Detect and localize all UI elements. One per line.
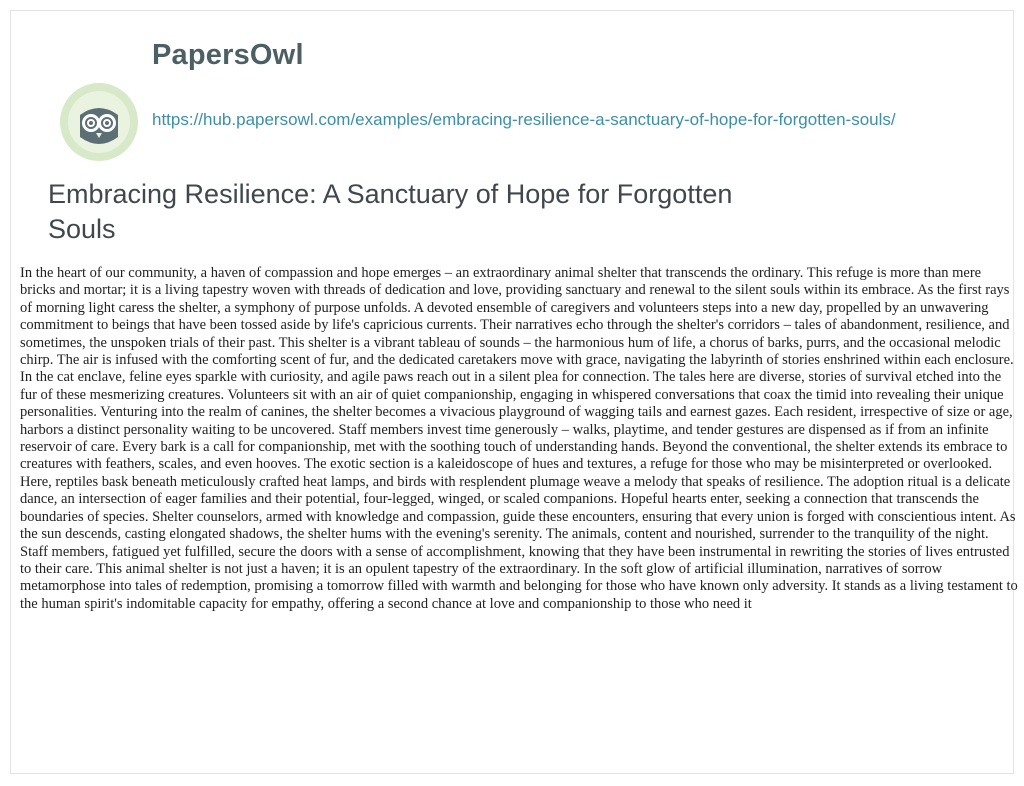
owl-logo-icon: [58, 81, 140, 163]
header: [11, 11, 1013, 171]
source-url-link[interactable]: https://hub.papersowl.com/examples/embracing-resilience-a-sanctuary-of-hope-for-forgotten-souls/: [152, 110, 896, 129]
article-title: Embracing Resilience: A Sanctuary of Hope for Forgotten Souls: [48, 179, 733, 244]
brand-name: PapersOwl: [152, 39, 304, 71]
article-body: In the heart of our community, a haven of compassion and hope emerges – an extraordinary animal shelter that transcends the ordinary. This refuge is more than mere bricks and mortar; it is a living tapestry woven with threads of dedication and love, providing sanctuary and renewal to the silent souls within its embrace. As the first rays of morning light caress the shelter, a symphony of purpose unfolds. A devoted ensemble of caregivers and volunteers steps into a new day, propelled by an unwavering commitment to beings that have been tossed aside by life's capricious currents. Their narratives echo through the shelter's corridors – tales of abandonment, resilience, and sometimes, the unspoken trials of their past. This shelter is a vibrant tableau of sounds – the harmonious hum of life, a chorus of barks, purrs, and the occasional melodic chirp. The air is infused with the comforting scent of fur, and the dedicated caretakers move with grace, navigating the labyrinth of stories enshrined within each enclosure. In the cat enclave, feline eyes sparkle with curiosity, and agile paws reach out in a silent plea for connection. The tales here are diverse, stories of survival etched into the fur of these mesmerizing creatures. Volunteers sit with an air of quiet companionship, engaging in whispered conversations that coax the timid into revealing their unique personalities. Venturing into the realm of canines, the shelter becomes a vivacious playground of wagging tails and earnest gazes. Each resident, irrespective of size or age, harbors a distinct personality waiting to be uncovered. Staff members invest time generously – walks, playtime, and tender gestures are dispensed as if from an infinite reservoir of care. Every bark is a call for companionship, met with the soothing touch of understanding hands. Beyond the conventional, the shelter extends its embrace to creatures with feathers, scales, and even hooves. The exotic section is a kaleidoscope of hues and textures, a refuge for those who may be misinterpreted or overlooked. Here, reptiles bask beneath meticulously crafted heat lamps, and birds with resplendent plumage weave a melody that speaks of resilience. The adoption ritual is a delicate dance, an intersection of eager families and their potential, four-legged, winged, or scaled companions. Hopeful hearts enter, seeking a connection that transcends the boundaries of species. Shelter counselors, armed with knowledge and compassion, guide these encounters, ensuring that every union is forged with conscientious intent. As the sun descends, casting elongated shadows, the shelter hums with the evening's serenity. The animals, content and nourished, surrender to the tranquility of the night. Staff members, fatigued yet fulfilled, secure the doors with a sense of accomplishment, knowing that they have been instrumental in rewriting the stories of lives entrusted to their care. This animal shelter is not just a haven; it is an opulent tapestry of the extraordinary. In the soft glow of artificial illumination, narratives of sorrow metamorphose into tales of redemption, promising a tomorrow filled with warmth and belonging for those who have known only adversity. It stands as a living testament to the human spirit's indomitable capacity for empathy, offering a second chance at love and companionship to those who need it: [20, 265, 1018, 612]
document-page: [10, 10, 1018, 774]
